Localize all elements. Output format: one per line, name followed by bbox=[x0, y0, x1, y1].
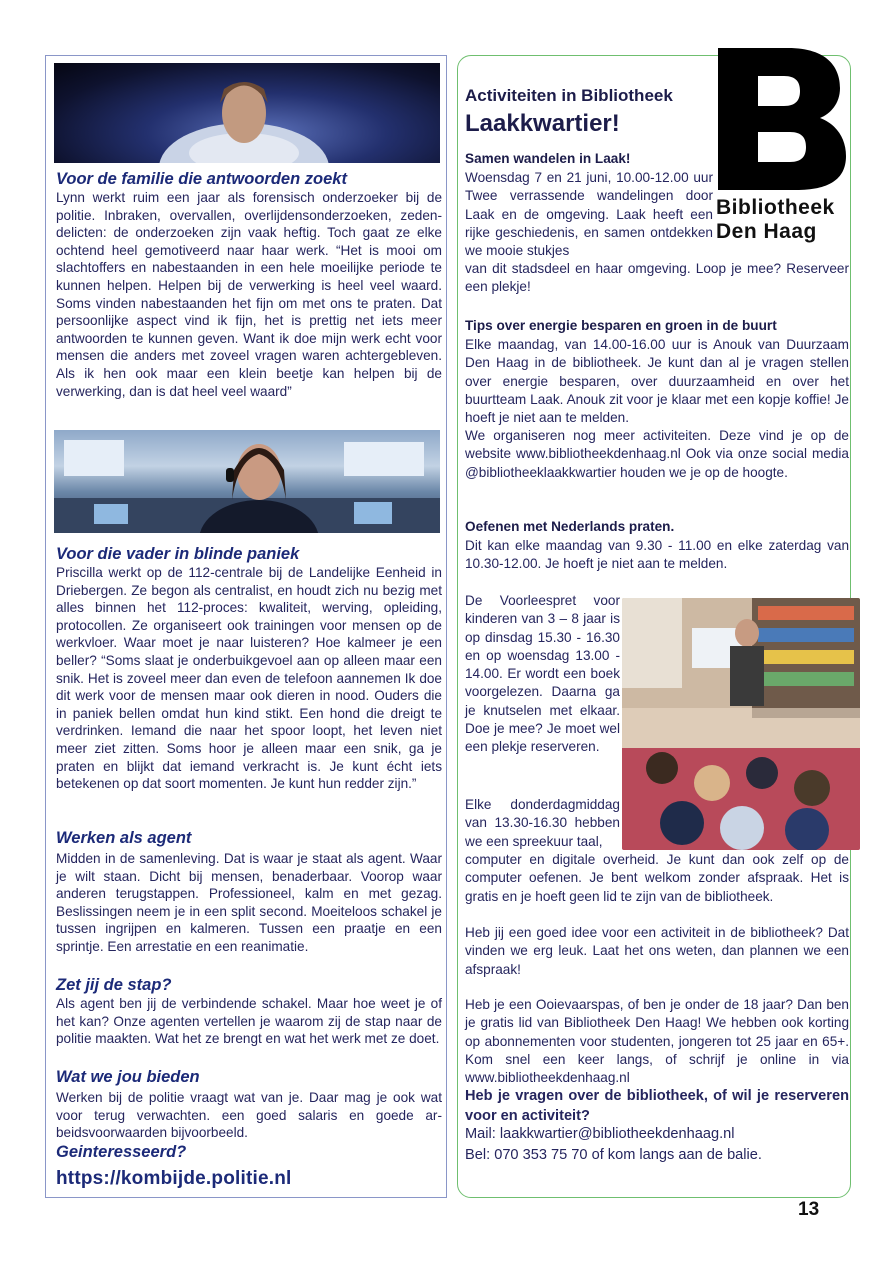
section-text-father: Priscilla werkt op de 112-centrale bij de Landelijke Eenheid in Driebergen. Ze begon als centralist, en houdt zich nu bezig met alles binnen het 112-proces: kwaliteit, werving, opleiding, protocollen. Ze organiseert ook trainingen voor mensen op de werkvloer. Waar moet je naar luisteren? Hoe kalmeer je een beller? “Soms slaat je onderbuikgevoel aan op alleen maar een snik. Het is zoveel meer dan even de telefoon aannemen Ik doe dit werk voor de mensen maar ook dieren in nood. Ouders die in paniek bellen omdat hun kind stikt. Een hond die dreigt te verdrinken. Iemand die naar het spoor loopt, het leven niet meer ziet zitten. Soms hoor je alleen maar een snik, ga je praten en blijkt dat iemand verkracht is. Je kunt écht iets betekenen op dat soort momenten. Je kunt hun redder zijn.” bbox=[56, 565, 442, 792]
walk-heading: Samen wandelen in Laak! bbox=[465, 151, 631, 166]
consult-text: Elke donderdagmiddag van 13.30-16.30 hebben we een spreekuur taal, bbox=[465, 797, 620, 849]
library-logo bbox=[708, 44, 853, 254]
questions-text: Heb je vragen over de bibliotheek, of wil je reserveren voor en activiteit? bbox=[465, 1088, 849, 1124]
library-title: Activiteiten in Bibliotheek bbox=[465, 86, 673, 105]
contact-email[interactable]: Mail: laakkwartier@bibliotheekdenhaag.nl bbox=[465, 1126, 735, 1142]
logo-text-line1: Bibliotheek bbox=[716, 196, 835, 219]
section-heading-family: Voor de familie die antwoorden zoekt bbox=[56, 170, 347, 188]
interest-heading: Geinteresseerd? bbox=[56, 1143, 187, 1161]
page-number: 13 bbox=[798, 1199, 820, 1220]
walk-text-continued: van dit stadsdeel en haar omgeving. Loop je mee? Reserveer een plekje! bbox=[465, 261, 849, 295]
storytime-photo bbox=[622, 598, 860, 850]
dutch-practice-text: Dit kan elke maandag van 9.30 - 11.00 en elke zaterdag van 10.30-12.00. Je hoeft je niet aan te melden. bbox=[465, 538, 849, 572]
section-text-agent: Midden in de samenleving. Dat is waar je staat als agent. Waar je wilt staan. Dicht bij mensen, benaderbaar. Voorop waar anderen terugstappen. Professioneel, kalm en met gezag. Beslissingen neem je in een split second. Moeiteloos schakel je tussen ingrijpen en kalmeren. Tussen een praatje en een sprintje. Een arrestatie en een reanimatie. bbox=[56, 851, 442, 954]
section-heading-agent: Werken als agent bbox=[56, 829, 192, 847]
library-column bbox=[457, 55, 851, 1198]
idea-text: Heb jij een goed idee voor een activiteit in de bibliotheek? Dat vinden we erg leuk. Laat het ons weten, dan plannen we een afspraak! bbox=[465, 925, 849, 977]
section-heading-offer: Wat we jou bieden bbox=[56, 1068, 200, 1086]
reading-text: De Voorleespret voor kinderen van 3 – 8 jaar is op dinsdag 15.30 - 16.30 en op woensdag 13.00 - 14.00. Er wordt een boek voorgelezen. Daarna ga je knutselen met elkaar. Doe je mee? Je moet wel een plekje reserveren. bbox=[465, 593, 620, 755]
forensic-investigator-photo bbox=[54, 63, 440, 163]
police-website-link[interactable]: https://kombijde.politie.nl bbox=[56, 1168, 292, 1189]
dutch-practice-heading: Oefenen met Nederlands praten. bbox=[465, 519, 675, 534]
letter-b-logo-icon bbox=[710, 44, 848, 192]
police-column bbox=[45, 55, 447, 1198]
section-text-offer: Werken bij de politie vraagt wat van je. Daar mag je ook wat voor terug verwachten. een goed salaris en goede arbeidsvoorwaarden bijvoorbeeld. bbox=[56, 1090, 442, 1141]
section-text-family: Lynn werkt ruim een jaar als forensisch onderzoeker bij de politie. Inbraken, overvallen, overlijdensonderzoeken, zedendelicten: de onderzoeken zijn vaak heftig. Toch gaat ze elke ochtend heel gemotiveerd naar haar werk. “Het is mooi om slachtoffers en nabestaanden in een hele moeilijke periode te kunnen helpen. Helpen bij de verwerking is heel veel waard. Soms vinden nabestaanden het fijn om met ons te praten. Dat persoonlijke aspect vind ik fijn, het is prettig net iets meer antwoorden te kunnen geven. Want ik doe mijn werk echt voor mensen die anders met zoveel vragen waren achtergebleven. Als ik hen ook maar een klein beetje kan helpen bij de verwerking, dan is dat heel veel waard” bbox=[56, 190, 442, 399]
consult-text-continued: computer en digitale overheid. Je kunt dan ook zelf op de computer oefenen. Je bent welkom zonder afspraak. Het is gratis en je hoeft geen lid te zijn van de bibliotheek. bbox=[465, 852, 849, 904]
more-activities-text: We organiseren nog meer activiteiten. Deze vind je op de website www.bibliotheekdenhaag.nl Ook via onze social media @bibliotheeklaakkwartier houden we je op de hoogte. bbox=[465, 428, 849, 480]
logo-text-line2: Den Haag bbox=[716, 220, 817, 243]
library-subtitle: Laakkwartier! bbox=[465, 110, 620, 137]
section-text-step: Als agent ben jij de verbindende schakel. Maar hoe weet je of het kan? Onze agenten vertellen je waarom zij de stap naar de politie maakten. Wat het ze brengt en wat het werk met ze doet. bbox=[56, 996, 442, 1047]
contact-phone: Bel: 070 353 75 70 of kom langs aan de balie. bbox=[465, 1147, 762, 1163]
energy-heading: Tips over energie besparen en groen in de buurt bbox=[465, 318, 777, 333]
walk-text: Woensdag 7 en 21 juni, 10.00-12.00 uur Twee verrassende wandelingen door Laak en de omgeving. Laak heeft een rijke geschiedenis, en samen ontdekken we mooie stukjes bbox=[465, 170, 713, 259]
dispatcher-photo bbox=[54, 430, 440, 533]
energy-text: Elke maandag, van 14.00-16.00 uur is Anouk van Duurzaam Den Haag in de bibliotheek. Je kunt dan al je vragen stellen over energie besparen, over duurzaamheid en over het buurtteam Laak. Anouk zit voor je klaar met een kopje koffie! Je hoeft je niet aan te melden. bbox=[465, 337, 849, 426]
membership-text: Heb je een Ooievaarspas, of ben je onder de 18 jaar? Dan ben je gratis lid van Bibliotheek Den Haag! We hebben ook korting op abonnementen voor studenten, jongeren tot 25 jaar en 65+. Kom snel een keer langs, of schrijf je online in via www.bibliotheekdenhaag.nl bbox=[465, 997, 849, 1086]
section-heading-step: Zet jij de stap? bbox=[56, 976, 172, 994]
section-heading-father: Voor die vader in blinde paniek bbox=[56, 545, 300, 563]
